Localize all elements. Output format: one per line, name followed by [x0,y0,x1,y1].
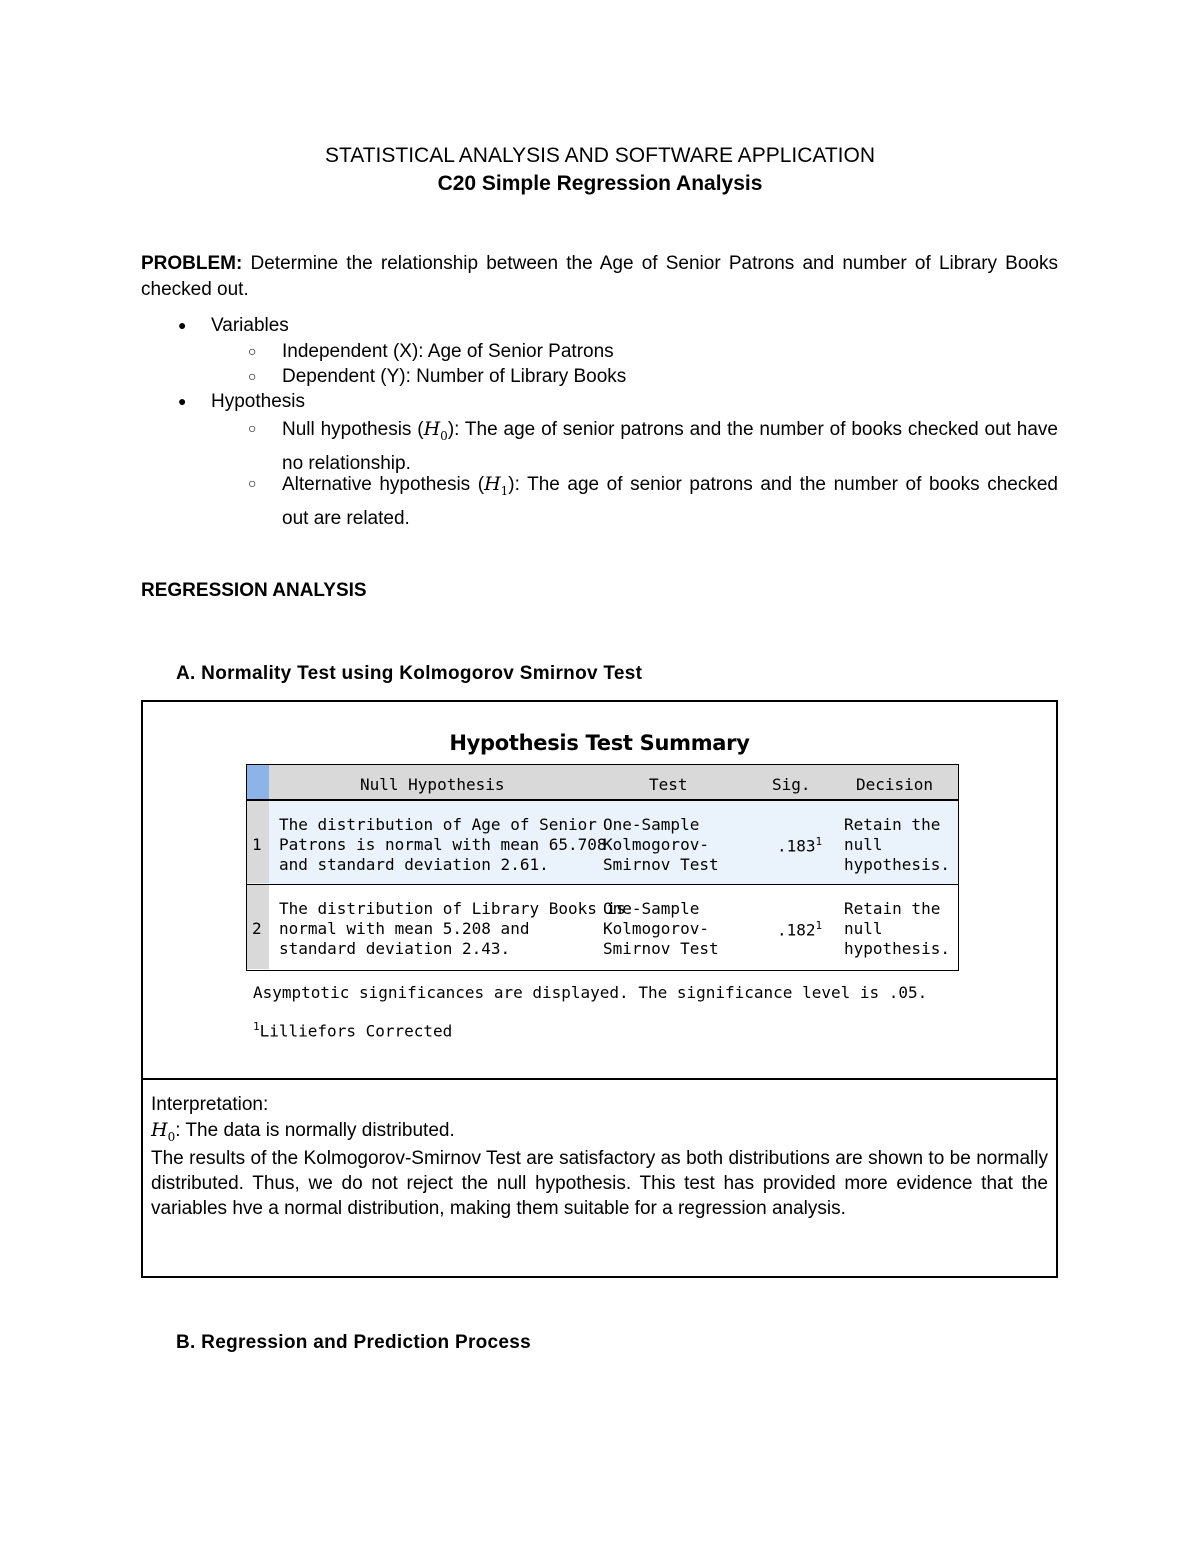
row-decision: Retain the null hypothesis. [844,899,950,958]
null-hypothesis-symbol: $H_0$ [423,418,448,443]
row-sig: .182$^1$ [777,919,823,940]
circle-bullet-icon: ○ [248,475,257,491]
summary-title: Hypothesis Test Summary [449,731,750,755]
header-sig: Sig. [772,775,811,794]
row-decision: Retain the null hypothesis. [844,815,950,874]
table-row [247,801,958,885]
bullet-icon: ● [178,317,187,333]
row-test: One-Sample Kolmogorov- Smirnov Test [603,815,719,874]
hypothesis-label: Hypothesis [211,391,305,412]
row-test: One-Sample Kolmogorov- Smirnov Test [603,899,719,958]
row-sig: .183$^1$ [777,835,823,856]
problem-label: PROBLEM: [141,253,243,274]
null-hypothesis [282,416,1058,477]
row-hypothesis: The distribution of Age of Senior Patrons is normal with mean 65.708 and standard deviation 2.61. [279,815,607,874]
course-title: STATISTICAL ANALYSIS AND SOFTWARE APPLICATION [324,144,875,167]
alt-hypothesis-prefix: Alternative hypothesis ( [282,474,485,495]
alt-hypothesis-text: ): The age of senior patrons and the number of books checked out are related. [282,474,1058,529]
header-accent [247,765,269,799]
regression-heading: REGRESSION ANALYSIS [141,580,367,601]
summary-header [247,765,958,801]
interpretation-label: Interpretation: [151,1094,269,1115]
h0-text: : The data is normally distributed. [175,1120,455,1141]
circle-bullet-icon: ○ [248,343,257,359]
lilliefors-note: $^1$Lilliefors Corrected [253,1020,453,1041]
circle-bullet-icon: ○ [248,420,257,436]
row-number: 2 [252,919,262,938]
summary-table [246,764,959,971]
interpretation-body: The results of the Kolmogorov-Smirnov Test are satisfactory as both distributions are shown to be normally distributed. Thus, we do not reject the null hypothesis. This test has provided more evidence that the variables hve a normal distribution, making them suitable for a regression analysis. [151,1148,1048,1219]
dependent-variable: Dependent (Y): Number of Library Books [282,366,627,387]
header-decision: Decision [856,775,934,794]
problem-statement [141,251,1058,303]
null-hypothesis-text: ): The age of senior patrons and the number of books checked out have no relationship. [282,419,1058,474]
summary-footnote: Asymptotic significances are displayed. The significance level is .05. [253,983,928,1002]
alt-hypothesis-symbol: $H_1$ [484,473,509,498]
problem-text: Determine the relationship between the Age of Senior Patrons and number of Library Books checked out. [141,253,1058,300]
table-row [247,885,958,970]
header-test: Test [649,775,688,794]
h0-symbol: $H_0$ [151,1119,176,1144]
section-b-heading: B. Regression and Prediction Process [176,1332,532,1353]
circle-bullet-icon: ○ [248,368,257,384]
document-title: C20 Simple Regression Analysis [437,172,763,195]
row-hypothesis: The distribution of Library Books is normal with mean 5.208 and standard deviation 2.43. [279,899,626,958]
box-divider [141,1078,1058,1080]
alternative-hypothesis [282,471,1058,532]
section-a-heading: A. Normality Test using Kolmogorov Smirnov Test [176,663,643,684]
bullet-icon: ● [178,393,187,409]
variables-label: Variables [211,315,289,336]
header-null-hypothesis: Null Hypothesis [360,775,505,794]
null-hypothesis-prefix: Null hypothesis ( [282,419,424,440]
row-number: 1 [252,835,262,854]
independent-variable: Independent (X): Age of Senior Patrons [282,341,614,362]
